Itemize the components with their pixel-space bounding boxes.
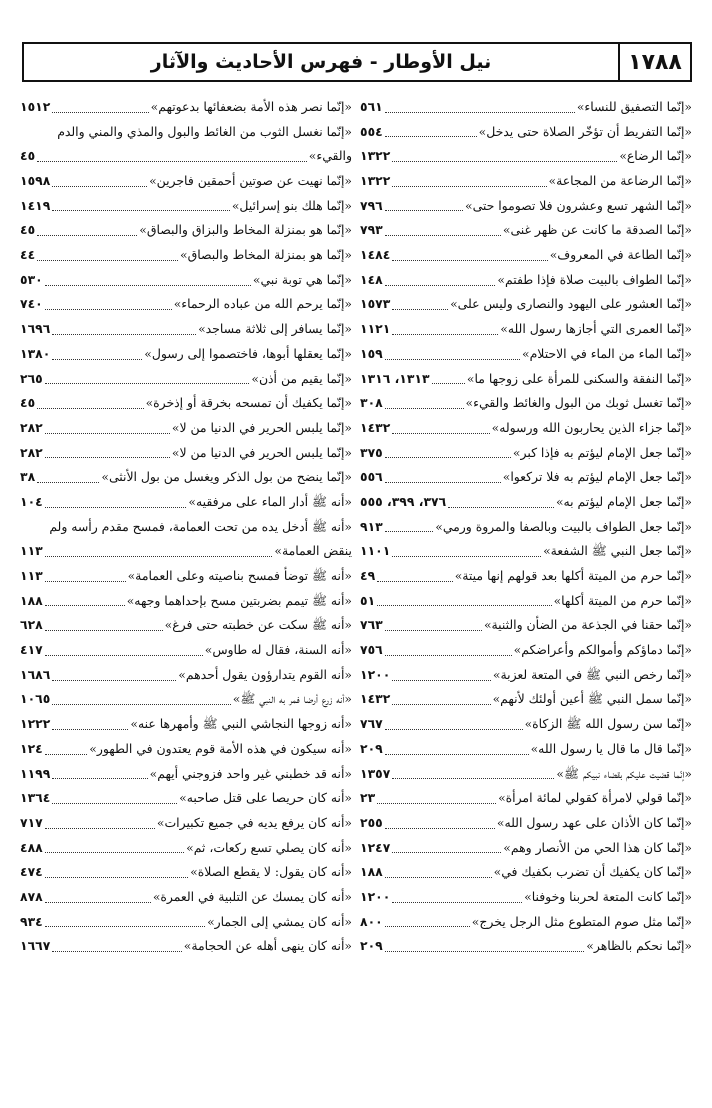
page-reference: ١٢٠٠ (360, 888, 391, 904)
index-entry (360, 194, 692, 219)
index-entry (20, 293, 352, 318)
leader-dots (52, 333, 196, 335)
page-reference: ١٥٩٨ (20, 173, 51, 189)
index-entry (20, 885, 352, 910)
leader-dots (52, 802, 177, 804)
leader-dots (385, 209, 463, 211)
index-entry (20, 934, 352, 959)
index-entry (360, 95, 692, 120)
leader-dots (45, 629, 163, 631)
page-reference: ٢٠٩ (360, 938, 383, 954)
index-entry (360, 762, 692, 787)
index-entry (20, 786, 352, 811)
page-reference: ١٥١٢ (20, 98, 51, 114)
page-reference: ٥٦١ (360, 98, 383, 114)
index-entry (20, 416, 352, 441)
page-reference: ٤٥ (20, 395, 36, 411)
index-entry-text: «إنّما سمل النبي ﷺ أعين أولئك لأنهم» (492, 691, 692, 707)
page-reference: ٩١٣ (360, 518, 383, 534)
leader-dots (392, 160, 617, 162)
index-entry (360, 416, 692, 441)
index-entry-text: «إنّما يلبس الحرير في الدنيا من لا» (171, 444, 352, 460)
index-entry-text: «إنّما التفريط أن تؤخّر الصلاة حتى يدخل» (478, 123, 692, 139)
index-entry-text: «أنه القوم يتدارؤون يقول أحدهم» (178, 666, 352, 682)
index-entry-text: «إنّما نهيت عن صوتين أحمقين فاجرين» (149, 173, 352, 189)
leader-dots (37, 407, 143, 409)
index-entry-text: «إنّما الطاعة في المعروف» (549, 247, 692, 263)
page-reference: ٤٤ (20, 247, 36, 263)
page-reference: ١٣٥٧ (360, 765, 391, 781)
index-entry (20, 441, 352, 466)
page-reference: ٣٨ (20, 469, 36, 485)
index-entry (360, 589, 692, 614)
index-entry (20, 218, 352, 243)
leader-dots (392, 185, 546, 187)
leader-dots (45, 432, 170, 434)
page-reference: ١٢٤ (20, 740, 43, 756)
page-reference: ٤٥ (20, 222, 36, 238)
leader-dots (52, 209, 230, 211)
page-reference: ١٣٢٢ (360, 173, 391, 189)
index-entry-text: «إنّما جعل النبي ﷺ الشفعة» (543, 543, 692, 559)
index-entry (20, 243, 352, 268)
page-reference: ١١٣ (20, 568, 43, 584)
page-reference: ١٤٣٢ (360, 691, 391, 707)
index-entry (20, 564, 352, 589)
page-number: ١٧٨٨ (618, 44, 690, 80)
leader-dots (45, 506, 187, 508)
index-entry (20, 836, 352, 861)
page-reference: ٥٥٤ (360, 123, 383, 139)
index-entry-text: «إنّما الشهر تسع وعشرون فلا تصوموا حتى» (464, 197, 692, 213)
page-reference: ١٤٨ (360, 271, 383, 287)
index-entry-text: «أنه ﷺ تيمم بضربتين مسح بإحداهما وجهه» (126, 592, 352, 608)
index-entry (360, 465, 692, 490)
leader-dots (52, 679, 176, 681)
index-entry-text: «إنّما حقنا في الجذعة من الضأن والثنية» (483, 617, 692, 633)
index-entry-text: «إنّما جزاء الذين يحاربون الله ورسوله» (491, 419, 692, 435)
index-entry-text: «أنه ﷺ سكت عن خطبته حتى فرغ» (164, 617, 352, 633)
page-reference: ١٠٤ (20, 493, 43, 509)
running-title: نيل الأوطار - فهرس الأحاديث والآثار (150, 51, 492, 73)
index-entry-text: «إنّما قولي لامرأة كقولي لمائة امرأة» (498, 790, 692, 806)
page-reference: ١٥٩ (360, 345, 383, 361)
leader-dots (385, 284, 496, 286)
page-reference: ١٤٣٢ (360, 419, 391, 435)
index-entry (360, 243, 692, 268)
index-entry-text: «أنه ﷺ أدار الماء على مرفقيه» (188, 493, 352, 509)
leader-dots (392, 851, 501, 853)
page-reference: ٧٤٠ (20, 296, 43, 312)
index-entry (20, 688, 352, 713)
index-entry (20, 638, 352, 663)
index-entry (20, 712, 352, 737)
leader-dots (45, 901, 151, 903)
page-reference: ٣٠٨ (360, 395, 383, 411)
index-entry (20, 589, 352, 614)
index-entry-text: «إنّما حرم من الميتة أكلها بعد قولهم إنها ميتة» (454, 568, 692, 584)
leader-dots (52, 777, 147, 779)
index-entry-text: «إنّما كان يكفيك أن تضرب بكفيك في» (493, 864, 692, 880)
page-reference: ٧١٧ (20, 814, 43, 830)
index-entry (360, 218, 692, 243)
index-entry-text: «إنّما تغسل ثوبك من البول والغائط والقيء» (465, 395, 692, 411)
leader-dots (52, 358, 142, 360)
leader-dots (45, 827, 155, 829)
index-entry-text: «إنّما نغسل الثوب من الغائط والبول والمذي والمني والدم (57, 123, 352, 139)
page-reference: ٨٧٨ (20, 888, 43, 904)
page-reference: ٧٩٣ (360, 222, 383, 238)
page-reference: ١٣٢٢ (360, 148, 391, 164)
page-reference: ١١٣ (20, 543, 43, 559)
leader-dots (45, 555, 273, 557)
leader-dots (52, 703, 231, 705)
index-entry-text: «إنّما جعل الإمام ليؤتم به» (555, 493, 692, 509)
leader-dots (385, 753, 529, 755)
index-entry-text: «إنّما نحكم بالظاهر» (586, 938, 692, 954)
page-reference: ١٢٤٧ (360, 839, 391, 855)
page-reference: ٥٣٠ (20, 271, 43, 287)
index-entry-text: «أنه زوجها النجاشي النبي ﷺ وأمهرها عنه» (130, 716, 352, 732)
leader-dots (392, 901, 522, 903)
index-entry-text: «إنّما هو بمنزلة المخاط والبزاق والبصاق» (139, 222, 352, 238)
leader-dots (385, 876, 492, 878)
index-entry (360, 144, 692, 169)
leader-dots (448, 506, 554, 508)
leader-dots (385, 728, 523, 730)
page-reference: ٧٥٦ (360, 642, 383, 658)
index-entry (20, 613, 352, 638)
index-entry (360, 120, 692, 145)
leader-dots (392, 555, 541, 557)
index-entry (20, 95, 352, 120)
leader-dots (385, 827, 495, 829)
page-reference: ١١٢١ (360, 321, 391, 337)
index-entry-text: «أنه سيكون في هذه الأمة قوم يعتدون في الطهور» (89, 740, 352, 756)
leader-dots (45, 925, 205, 927)
index-entry (360, 910, 692, 935)
leader-dots (45, 308, 172, 310)
index-entry (360, 737, 692, 762)
index-entry (360, 564, 692, 589)
page-reference: ٢٨٢ (20, 444, 43, 460)
index-entry (360, 293, 692, 318)
index-entry (20, 342, 352, 367)
page-reference: ٨٠٠ (360, 913, 383, 929)
page-reference: ٤٨٨ (20, 839, 43, 855)
index-entry-text: والقيء» (308, 148, 352, 164)
index-entry-text: «إنّما هي توبة نبي» (252, 271, 352, 287)
index-entry (360, 342, 692, 367)
page-reference: ١٦٨٦ (20, 666, 51, 682)
leader-dots (392, 333, 498, 335)
index-entry (360, 638, 692, 663)
index-entry-text: «إنّما العمرى التي أجازها رسول الله» (500, 321, 692, 337)
page-reference: ١٦٦٧ (20, 938, 51, 954)
index-entry (360, 539, 692, 564)
leader-dots (37, 481, 99, 483)
index-entry-text: «أنه قد خطبني غير واحد فزوجني أيهم» (149, 765, 352, 781)
index-entry-text: «إنّما العشور على اليهود والنصارى وليس على» (450, 296, 692, 312)
index-entry (360, 169, 692, 194)
index-entry (360, 490, 692, 515)
index-entry-text: «أنه ﷺ توضأ فمسح بناصيته وعلى العمامة» (127, 568, 352, 584)
page-reference: ٩٣٤ (20, 913, 43, 929)
index-entry-text: «إنّما كانت المتعة لحربنا وخوفنا» (524, 888, 692, 904)
index-entry-text: «أنه كان يصلي تسع ركعات، ثم» (186, 839, 352, 855)
page-reference: ١٢٢٢ (20, 716, 51, 732)
index-entry (20, 539, 352, 564)
index-entry (20, 391, 352, 416)
index-entry-text: «إنّما مثل صوم المتطوع مثل الرجل يخرج» (471, 913, 692, 929)
page-reference: ١٨٨ (20, 592, 43, 608)
index-entry-text: «إنّما ينضح من بول الذكر ويغسل من بول الأنثى» (101, 469, 352, 485)
page-header (22, 42, 692, 82)
leader-dots (385, 358, 520, 360)
index-entry-text: «إنّما هلك بنو إسرائيل» (231, 197, 352, 213)
index-entry-text: «إنّما الصدقة ما كانت عن ظهر غنى» (502, 222, 692, 238)
page-reference: ٦٢٨ (20, 617, 43, 633)
index-entry (360, 712, 692, 737)
page-reference: ١٣١٣، ١٣١٦ (360, 370, 430, 386)
index-entry-text: «إنّما حرم من الميتة أكلها» (553, 592, 692, 608)
index-entry-text: «إنّما يعقلها أبوها، فاختصموا إلى رسول» (144, 345, 352, 361)
index-entry-text: «أنه كان ينهى أهله عن الحجامة» (183, 938, 352, 954)
leader-dots (392, 777, 554, 779)
index-entry (20, 490, 352, 515)
index-entry (360, 317, 692, 342)
leader-dots (52, 950, 182, 952)
index-entry (360, 613, 692, 638)
index-entry-text: «إنّما يسافر إلى ثلاثة مساجد» (198, 321, 352, 337)
leader-dots (377, 802, 496, 804)
index-entry (360, 860, 692, 885)
page-reference: ٧٦٧ (360, 716, 383, 732)
index-entry-text: «إنّما يكفيك أن تمسحه بخرقة أو إذخرة» (145, 395, 352, 411)
index-entry (20, 144, 352, 169)
index-entry-text: «إنّما سن رسول الله ﷺ الزكاة» (524, 716, 692, 732)
index-entry (360, 836, 692, 861)
index-entry-text: «إنّما جعل الإمام ليؤتم به فلا تركعوا» (502, 469, 692, 485)
index-entry-text: «أنه كان يقول: لا يقطع الصلاة» (190, 864, 352, 880)
page-reference: ٧٩٦ (360, 197, 383, 213)
leader-dots (37, 160, 307, 162)
index-entry (20, 169, 352, 194)
leader-dots (392, 308, 448, 310)
leader-dots (45, 604, 125, 606)
leader-dots (392, 679, 491, 681)
index-entry (20, 860, 352, 885)
index-entry (20, 268, 352, 293)
index-entry (360, 688, 692, 713)
leader-dots (37, 234, 137, 236)
page-reference: ٤١٧ (20, 642, 43, 658)
index-entry-text: «إنّما الرضاع» (619, 148, 692, 164)
index-entry (360, 441, 692, 466)
leader-dots (432, 382, 465, 384)
leader-dots (392, 259, 547, 261)
index-entry (360, 811, 692, 836)
index-entry (20, 910, 352, 935)
page-reference: ١١٠١ (360, 543, 391, 559)
index-column-left (20, 95, 352, 959)
leader-dots (45, 580, 126, 582)
index-entry-text: «إنّما رخص النبي ﷺ في المتعة لعزبة» (492, 666, 692, 682)
page-reference: ١٥٧٣ (360, 296, 391, 312)
index-column-right (360, 95, 692, 959)
index-entry (20, 465, 352, 490)
index-entry (20, 811, 352, 836)
leader-dots (45, 456, 170, 458)
page-reference: ٥١ (360, 592, 376, 608)
page-reference: ٢٣ (360, 790, 376, 806)
index-entry (20, 762, 352, 787)
leader-dots (52, 728, 128, 730)
leader-dots (45, 876, 188, 878)
index-entry-text: ينقض العمامة» (274, 543, 352, 559)
page-reference: ٤٩ (360, 568, 376, 584)
index-entry-text: «إنّما النفقة والسكنى للمرأة على زوجها ما» (466, 370, 692, 386)
leader-dots (385, 234, 501, 236)
leader-dots (45, 753, 88, 755)
index-entry (360, 268, 692, 293)
index-entry (20, 663, 352, 688)
index-entry-text: «إنّما كان الأذان على عهد رسول الله» (496, 814, 692, 830)
page-reference: ١١٩٩ (20, 765, 51, 781)
leader-dots (52, 185, 147, 187)
page-reference: ٣٧٥ (360, 444, 383, 460)
index-entry (20, 194, 352, 219)
index-entry-text: «إنّما يقيم من أذن» (251, 370, 352, 386)
index-entry-text: «أنه كان حريصا على قتل صاحبه» (179, 790, 352, 806)
index-entry-text: «إنّما قال ما قال يا رسول الله» (530, 740, 692, 756)
leader-dots (52, 111, 148, 113)
index-entry-text: «إنّما دماؤكم وأموالكم وأعراضكم» (513, 642, 692, 658)
index-entry (360, 934, 692, 959)
page-reference: ١٣٦٤ (20, 790, 51, 806)
page-reference: ١٠٦٥ (20, 691, 51, 707)
index-entry (20, 317, 352, 342)
index-entry-text: «إنّما التصفيق للنساء» (576, 98, 692, 114)
leader-dots (45, 851, 184, 853)
index-entry-text: «إنّما كان هذا الحي من الأنصار وهم» (503, 839, 692, 855)
leader-dots (392, 432, 489, 434)
leader-dots (45, 284, 251, 286)
leader-dots (385, 111, 575, 113)
index-entry-text: «أنه السنة، فقال له طاوس» (204, 642, 352, 658)
page-reference: ١٣٨٠ (20, 345, 51, 361)
page-reference: ٢٠٩ (360, 740, 383, 756)
page-reference: ١٦٩٦ (20, 321, 51, 337)
index-entry (360, 391, 692, 416)
index-entry-text: «أنه كان يرفع يديه في جميع تكبيرات» (156, 814, 352, 830)
leader-dots (385, 481, 501, 483)
index-entry-text: «إنّما جعل الطواف بالبيت وبالصفا والمروة ورمي» (435, 518, 692, 534)
leader-dots (377, 580, 453, 582)
page-reference: ٢٥٥ (360, 814, 383, 830)
index-entry-text: «إنّما قضيت عليكم بقضاء نبيكم ﷺ» (556, 765, 692, 781)
leader-dots (392, 703, 490, 705)
index-entry-text: «أنه ﷺ أدخل يده من تحت العمامة، فمسح مقدم رأسه ولم (49, 518, 352, 534)
page-reference: ٤٥ (20, 148, 36, 164)
page-reference: ٤٧٤ (20, 864, 43, 880)
index-entry-text: «أنه زرع أرضا فمر به النبي ﷺ» (232, 691, 352, 707)
page-reference: ١٤١٩ (20, 197, 51, 213)
index-entry-text: «أنه كان يمشي إلى الجمار» (207, 913, 352, 929)
leader-dots (45, 382, 250, 384)
page-reference: ١٨٨ (360, 864, 383, 880)
index-entry (360, 367, 692, 392)
index-entry (360, 663, 692, 688)
index-entry (360, 885, 692, 910)
index-entry (20, 737, 352, 762)
leader-dots (37, 259, 178, 261)
index-entry-text: «إنّما هو بمنزلة المخاط والبصاق» (180, 247, 352, 263)
index-entry-text: «إنّما جعل الإمام ليؤتم به فإذا كبر» (512, 444, 692, 460)
leader-dots (385, 530, 434, 532)
index-entry-text: «إنّما يرحم الله من عباده الرحماء» (173, 296, 352, 312)
page-reference: ٧٦٣ (360, 617, 383, 633)
leader-dots (45, 654, 203, 656)
leader-dots (385, 135, 477, 137)
leader-dots (385, 950, 585, 952)
index-entry-text: «إنّما نصر هذه الأمة بضعفائها بدعوتهم» (150, 98, 352, 114)
index-entry-text: «إنّما الطواف بالبيت صلاة فإذا طفتم» (497, 271, 692, 287)
leader-dots (385, 456, 511, 458)
page-reference: ١٢٠٠ (360, 666, 391, 682)
index-entry (20, 367, 352, 392)
index-entry-text: «إنّما يلبس الحرير في الدنيا من لا» (171, 419, 352, 435)
page-reference: ٢٦٥ (20, 370, 43, 386)
page-reference: ٣٧٦، ٣٩٩، ٥٥٥ (360, 493, 447, 509)
leader-dots (385, 629, 482, 631)
leader-dots (385, 654, 512, 656)
page-reference: ٥٥٦ (360, 469, 383, 485)
leader-dots (385, 407, 464, 409)
index-entry (360, 515, 692, 540)
page-reference: ٢٨٢ (20, 419, 43, 435)
page-reference: ١٤٨٤ (360, 247, 391, 263)
index-entry-text: «إنّما الماء من الماء في الاحتلام» (522, 345, 692, 361)
index-entry (360, 786, 692, 811)
leader-dots (377, 604, 551, 606)
leader-dots (385, 925, 470, 927)
index-entry-text: «إنّما الرضاعة من المجاعة» (548, 173, 692, 189)
index-entry-text: «أنه كان يمسك عن التلبية في العمرة» (152, 888, 352, 904)
